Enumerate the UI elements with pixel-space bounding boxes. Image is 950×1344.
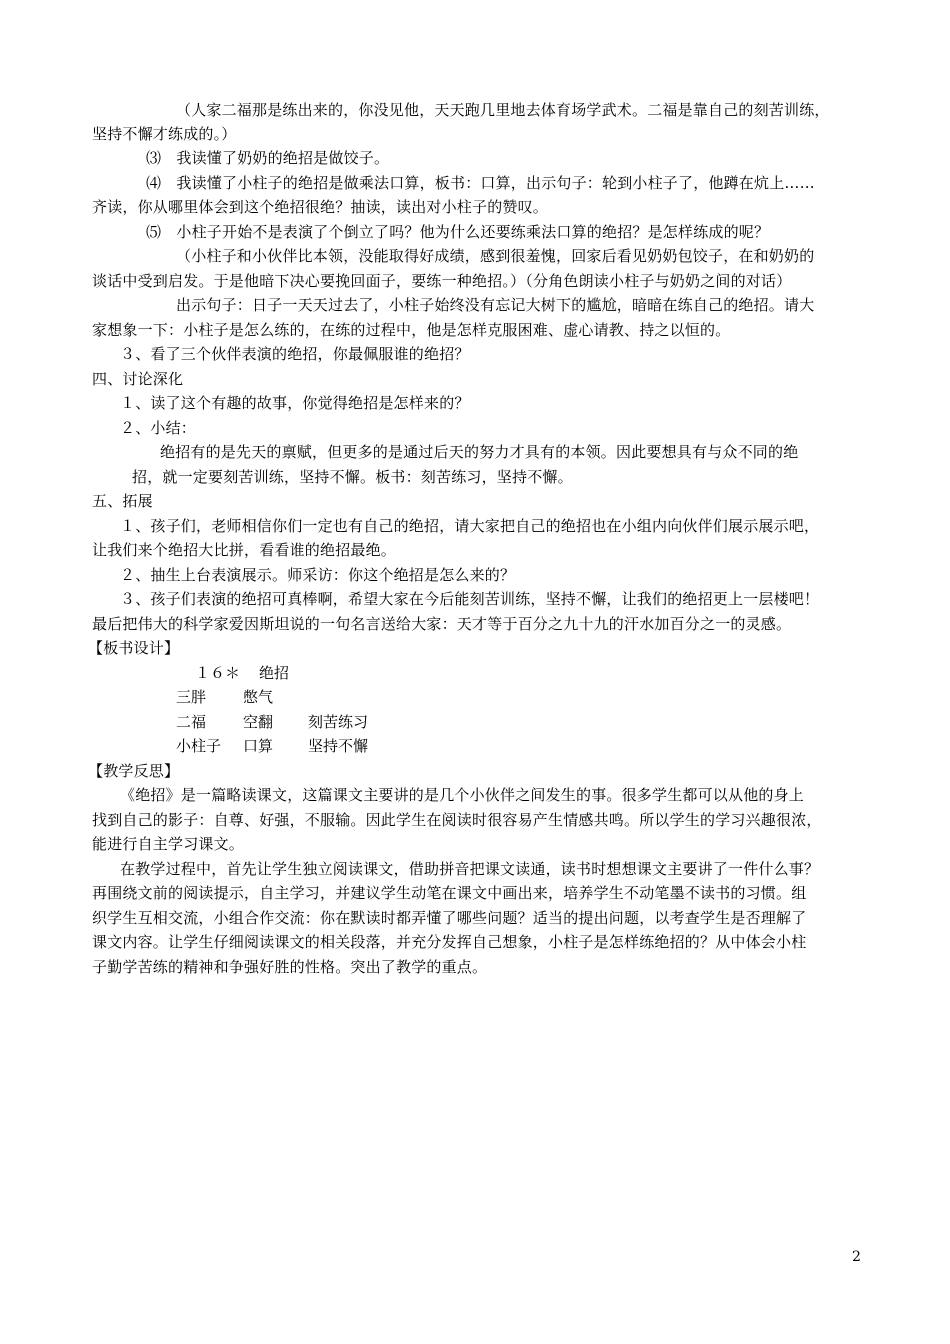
text-line: 《绝招》是一篇略读课文，这篇课文主要讲的是几个小伙伴之间发生的事。很多学生都可以从他的身上: [120, 786, 805, 804]
page-number: 2: [852, 1249, 861, 1265]
text-line: ⑷ 我读懂了小柱子的绝招是做乘法口算，板书：口算，出示句子：轮到小柱子了，他蹲在炕上……: [146, 174, 815, 192]
text-line: ⑶ 我读懂了奶奶的绝招是做饺子。: [146, 149, 390, 167]
board-title: 绝招: [259, 664, 290, 682]
board-row-name: 小柱子: [176, 737, 222, 755]
board-row-note: 刻苦练习: [308, 713, 369, 731]
board-row-skill: 空翻: [243, 713, 274, 731]
text-line: 谈话中受到启发。于是他暗下决心要挽回面子，要练一种绝招。）（分角色朗读小柱子与奶奶之间的对话）: [92, 272, 792, 290]
text-line: ⑸ 小柱子开始不是表演了个倒立了吗？他为什么还要练乘法口算的绝招？是怎样练成的呢？: [146, 223, 770, 241]
section-heading: 【板书设计】: [88, 639, 180, 657]
board-title-number: １６＊: [195, 664, 241, 682]
text-line: 织学生互相交流，小组合作交流：你在默读时都弄懂了哪些问题？适当的提出问题，以考查学生是否理解了: [92, 909, 807, 927]
text-line: ３、看了三个伙伴表演的绝招，你最佩服谁的绝招？: [120, 345, 470, 363]
text-line: 子勤学苦练的精神和争强好胜的性格。突出了教学的重点。: [92, 958, 488, 976]
text-line: ２、小结：: [120, 419, 197, 437]
section-heading: 【教学反思】: [88, 762, 180, 780]
text-line: 齐读，你从哪里体会到这个绝招很绝？抽读，读出对小柱子的赞叹。: [92, 198, 549, 216]
board-row-skill: 口算: [243, 737, 274, 755]
section-heading: 四、讨论深化: [92, 370, 184, 388]
text-line: ３、孩子们表演的绝招可真棒啊，希望大家在今后能刻苦训练，坚持不懈，让我们的绝招更上一层楼吧！: [120, 590, 820, 608]
text-line: （小柱子和小伙伴比本领，没能取得好成绩，感到很羞愧，回家后看见奶奶包饺子，在和奶奶的: [176, 247, 815, 265]
text-line: 再围绕文前的阅读提示，自主学习，并建议学生动笔在课文中画出来，培养学生不动笔墨不读书的习惯。组: [92, 884, 807, 902]
board-row-name: 三胖: [176, 688, 207, 706]
text-line: 在教学过程中，首先让学生独立阅读课文，借助拼音把课文读通，读书时想想课文主要讲了一件什么事？: [120, 860, 820, 878]
text-line: ２、抽生上台表演展示。师采访：你这个绝招是怎么来的？: [120, 566, 516, 584]
board-row-name: 二福: [176, 713, 207, 731]
text-line: 家想象一下：小柱子是怎么练的，在练的过程中，他是怎样克服困难、虚心请教、持之以恒的。: [92, 321, 731, 339]
text-line: 绝招有的是先天的禀赋，但更多的是通过后天的努力才具有的本领。因此要想具有与众不同的绝: [160, 443, 799, 461]
text-line: 最后把伟大的科学家爱因斯坦说的一句名言送给大家：天才等于百分之九十九的汗水加百分之一的灵感。: [92, 615, 792, 633]
board-row-skill: 憋气: [243, 688, 274, 706]
text-line: 让我们来个绝招大比拼，看看谁的绝招最绝。: [92, 541, 397, 559]
text-line: 招，就一定要刻苦训练，坚持不懈。板书：刻苦练习，坚持不懈。: [132, 468, 573, 486]
text-line: 能进行自主学习课文。: [92, 835, 245, 853]
text-line: 课文内容。让学生仔细阅读课文的相关段落，并充分发挥自己想象，小柱子是怎样练绝招的？从中体会小柱: [92, 933, 807, 951]
board-row-note: 坚持不懈: [308, 737, 369, 755]
text-line: 出示句子：日子一天天过去了，小柱子始终没有忘记大树下的尴尬，暗暗在练自己的绝招。请大: [176, 296, 815, 314]
section-heading: 五、拓展: [92, 492, 153, 510]
text-line: 坚持不懈才练成的。）: [92, 125, 237, 143]
text-line: １、孩子们，老师相信你们一定也有自己的绝招，请大家把自己的绝招也在小组内向伙伴们展示展示吧，: [120, 517, 820, 535]
text-line: １、读了这个有趣的故事，你觉得绝招是怎样来的？: [120, 394, 470, 412]
text-line: （人家二福那是练出来的，你没见他，天天跑几里地去体育场学武术。二福是靠自己的刻苦训练，: [176, 101, 830, 119]
text-line: 找到自己的影子：自尊、好强，不服输。因此学生在阅读时很容易产生情感共鸣。所以学生的学习兴趣很浓，: [92, 811, 822, 829]
